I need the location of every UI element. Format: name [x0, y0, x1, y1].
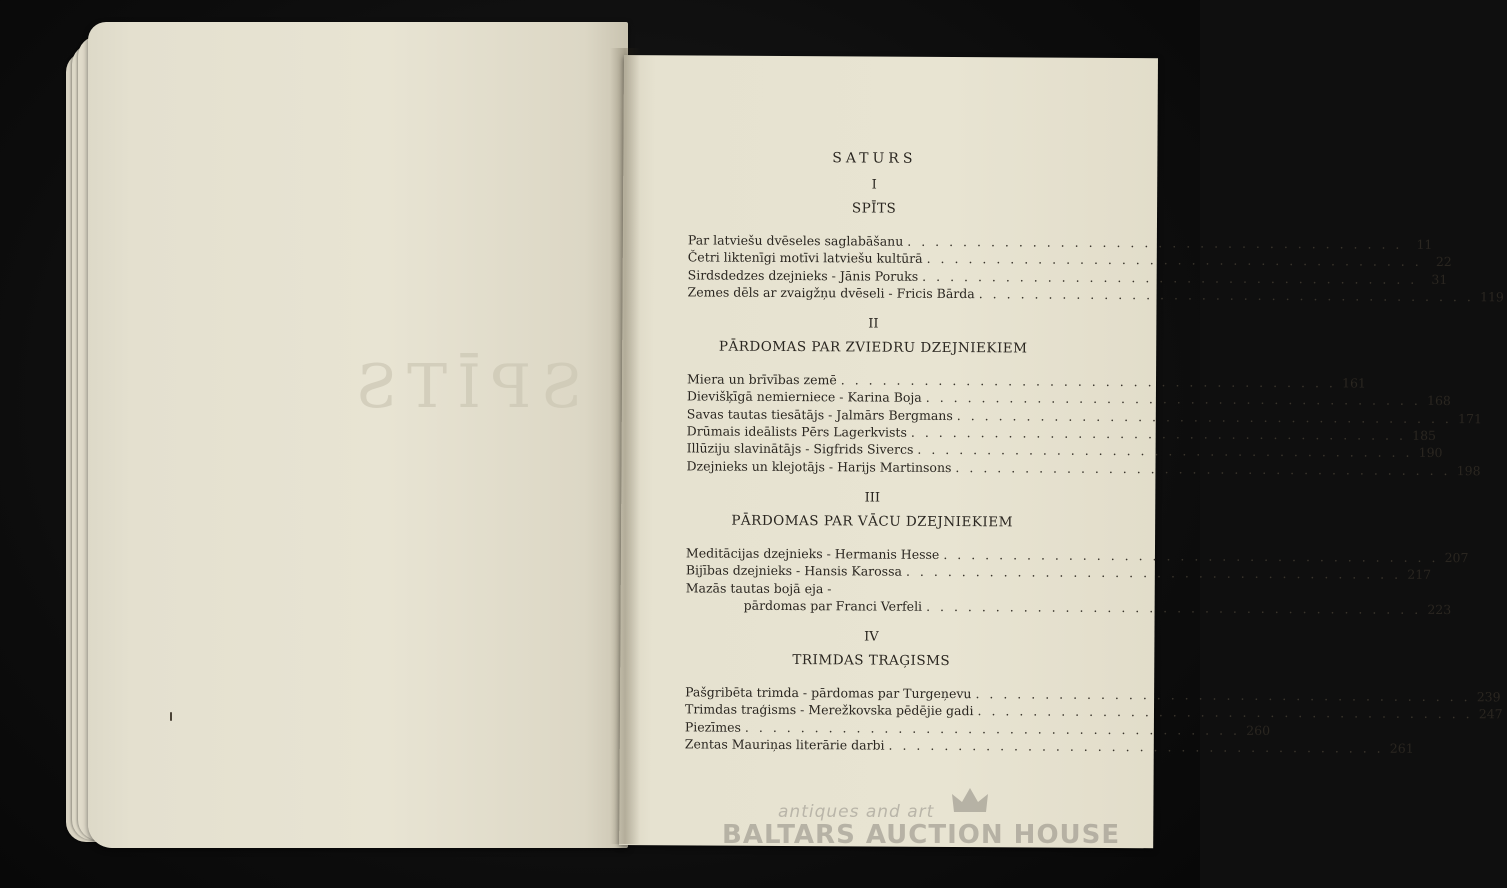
toc-entry-list — [684, 684, 1503, 756]
toc-leader-dots — [922, 598, 1421, 618]
toc-entry-list — [686, 371, 1482, 478]
toc-entry — [686, 457, 1481, 478]
toc-entry-page: 11 — [1416, 236, 1433, 252]
section-number: II — [868, 316, 879, 332]
toc-title: SATURS — [832, 150, 917, 167]
toc-entry-page: 260 — [1246, 722, 1271, 738]
toc-entry-title: Zemes dēls ar zvaigžņu dvēseli - Fricis Bārda — [687, 284, 975, 302]
toc-entry-title: Mazās tautas bojā eja - — [685, 579, 832, 596]
toc-entry-page: 185 — [1412, 427, 1437, 444]
toc-entry-page: 161 — [1342, 375, 1366, 391]
toc-leader-dots — [832, 593, 1028, 594]
toc-entry-title: Par latviešu dvēseles saglabāšanu — [687, 232, 904, 249]
toc-entry-page: 198 — [1456, 462, 1481, 478]
paper-speck — [170, 712, 172, 721]
toc-entry-page: 22 — [1435, 254, 1452, 270]
toc-entry-page: 239 — [1476, 689, 1501, 705]
toc-entry-page: 217 — [1407, 567, 1432, 583]
toc-entry — [685, 684, 1501, 705]
section-number: IV — [864, 629, 879, 645]
toc-leader-dots — [951, 459, 1450, 479]
toc-entry-title: Savas tautas tiesātājs - Jalmārs Bergmans — [686, 406, 953, 423]
toc-entry-page: 207 — [1444, 549, 1469, 566]
toc-entry — [685, 544, 1469, 566]
toc-entry-title: Bijības dzejnieks - Hansis Karossa — [685, 562, 903, 579]
section-title: SPĪTS — [851, 200, 897, 217]
toc-entry — [687, 283, 1504, 305]
toc-entry — [687, 249, 1452, 270]
toc-entry-page: 223 — [1427, 601, 1452, 617]
toc-entry-title: Illūziju slavinātājs - Sigfrids Sivercs — [686, 440, 914, 458]
toc-entry — [686, 440, 1443, 461]
toc-entry-title: Drūmais ideālists Pērs Lagerkvists — [686, 423, 907, 440]
toc-entry-title: Meditācijas dzejnieks - Hermanis Hesse — [685, 545, 940, 562]
right-page — [619, 55, 1504, 848]
table-of-contents — [684, 147, 1504, 769]
toc-entry — [684, 735, 1414, 756]
toc-entry — [686, 422, 1437, 444]
toc-entry-list — [687, 231, 1504, 305]
section-title: PĀRDOMAS PAR VĀCU DZEJNIEKIEM — [731, 512, 1014, 531]
toc-entry-page: 119 — [1479, 289, 1504, 305]
toc-entry-title: Sirdsdedzes dzejnieks - Jānis Poruks — [687, 266, 919, 284]
left-page — [88, 22, 628, 848]
toc-entry-title: pārdomas par Franci Verfeli — [743, 597, 923, 614]
toc-entry — [686, 579, 1058, 599]
toc-entry — [687, 266, 1448, 287]
toc-entry-page: 261 — [1389, 740, 1414, 756]
toc-entry-title: Pašgribēta trimda - pārdomas par Turgeņevu — [685, 684, 972, 702]
toc-entry — [687, 231, 1433, 252]
toc-entry-title: Piezīmes — [684, 719, 742, 735]
toc-entry-page: 190 — [1418, 445, 1443, 461]
toc-entry-page: 171 — [1458, 410, 1482, 427]
toc-leader-dots — [902, 563, 1401, 583]
crown-icon — [950, 786, 990, 816]
toc-entry — [686, 371, 1366, 391]
toc-entry — [685, 562, 1432, 583]
toc-entry-page: 31 — [1431, 271, 1448, 287]
toc-entry-title: Dzejnieks un klejotājs - Harijs Martinsons — [686, 458, 952, 475]
watermark-tagline: antiques and art — [778, 802, 935, 822]
section-title: PĀRDOMAS PAR ZVIEDRU DZEJNIEKIEM — [718, 338, 1028, 357]
toc-entry-title: Trimdas traģisms - Merežkovska pēdējie gadi — [684, 701, 974, 719]
section-number: I — [871, 177, 877, 193]
toc-leader-dots — [885, 737, 1384, 757]
toc-entry-title: Miera un brīvības zemē — [686, 371, 837, 388]
watermark-name: BALTARS AUCTION HOUSE — [722, 820, 1121, 850]
section-title: TRIMDAS TRAĢISMS — [792, 652, 951, 670]
show-through-text: SPĪTS — [346, 352, 583, 422]
toc-entry-list — [685, 544, 1469, 617]
toc-entry-title: Dievišķīgā nemierniece - Karina Boja — [686, 388, 922, 406]
toc-leader-dots — [975, 285, 1474, 305]
section-number: III — [864, 490, 881, 506]
book-gutter — [610, 48, 640, 844]
toc-entry — [684, 718, 1271, 738]
toc-entry-title: Četri liktenīgi motīvi latviešu kultūrā — [687, 249, 923, 267]
watermark — [722, 800, 1122, 860]
toc-entry-page: 168 — [1426, 393, 1451, 409]
toc-sections — [684, 175, 1504, 756]
toc-entry — [686, 405, 1482, 427]
toc-entry — [686, 388, 1451, 409]
toc-entry — [686, 596, 1452, 617]
toc-entry-page: 247 — [1478, 706, 1503, 722]
toc-entry — [684, 701, 1503, 722]
toc-entry-title: Zentas Mauriņas literārie darbi — [684, 736, 885, 753]
